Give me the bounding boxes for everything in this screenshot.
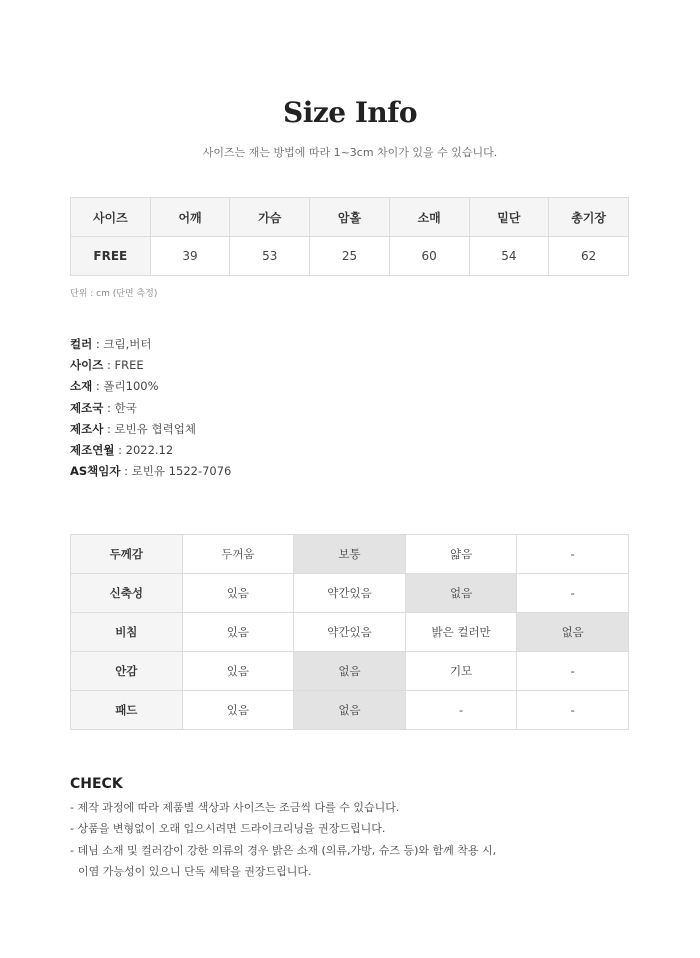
feel-row-sheerness	[71, 613, 629, 652]
product-info-row	[70, 461, 231, 482]
feel-option-cell: -	[517, 691, 629, 730]
unit-note: 단위 : cm (단면 측정)	[70, 289, 158, 299]
feel-row-pad	[71, 691, 629, 730]
feel-row-label: 패드	[71, 691, 183, 730]
info-label: AS책임자	[70, 464, 121, 479]
feel-row-stretch	[71, 574, 629, 613]
feel-row-label: 비침	[71, 613, 183, 652]
product-info-list	[70, 334, 231, 482]
feel-option-cell: -	[517, 535, 629, 574]
check-note: 이염 가능성이 있으니 단독 세탁을 권장드립니다.	[78, 865, 312, 879]
feel-option-selected: 없음	[294, 652, 406, 691]
size-header-cell: 총기장	[549, 198, 629, 237]
feel-row-thickness	[71, 535, 629, 574]
info-value: : 2022.12	[114, 442, 174, 457]
size-disclaimer: 사이즈는 재는 방법에 따라 1~3cm 차이가 있을 수 있습니다.	[202, 146, 498, 159]
feel-row-lining	[71, 652, 629, 691]
feel-option-selected: 없음	[405, 574, 517, 613]
info-value: : 로빈유 1522-7076	[120, 464, 232, 479]
feel-option-selected: 없음	[294, 691, 406, 730]
info-label: 제조사	[70, 421, 104, 436]
feel-option-cell: 기모	[405, 652, 517, 691]
check-note: - 제작 과정에 따라 제품별 색상과 사이즈는 조금씩 다를 수 있습니다.	[70, 801, 400, 814]
info-label: 소재	[70, 379, 93, 394]
size-table-header-row	[71, 198, 629, 237]
info-value: : 크림,버터	[92, 337, 152, 351]
size-value-cell: 53	[230, 237, 310, 276]
product-info-row	[70, 398, 231, 419]
feel-row-label: 안감	[71, 652, 183, 691]
feel-option-selected: 보통	[294, 535, 406, 574]
feel-option-cell: 있음	[182, 613, 294, 652]
product-info-row	[70, 440, 231, 461]
product-info-row	[70, 419, 231, 440]
size-value-cell: 62	[549, 237, 629, 276]
feel-option-cell: 있음	[182, 652, 294, 691]
feel-option-cell: 약간있음	[294, 613, 406, 652]
size-name-cell: FREE	[71, 237, 151, 276]
size-value-cell: 54	[469, 237, 549, 276]
product-info-row	[70, 355, 231, 376]
feel-option-cell: 얇음	[405, 535, 517, 574]
info-value: : 폴리100%	[92, 379, 159, 394]
size-header-cell: 암홀	[310, 198, 390, 237]
info-value: : 한국	[103, 400, 137, 415]
size-header-cell: 밑단	[469, 198, 549, 237]
feel-option-cell: 있음	[182, 574, 294, 613]
size-table-row	[71, 237, 629, 276]
feel-option-cell: 있음	[182, 691, 294, 730]
size-value-cell: 25	[310, 237, 390, 276]
size-header-cell: 소매	[389, 198, 469, 237]
info-value: : 로빈유 협력업체	[103, 421, 196, 436]
check-note: - 상품을 변형없이 오래 입으시려면 드라이크리닝을 권장드립니다.	[70, 822, 386, 836]
size-value-cell: 60	[389, 237, 469, 276]
feel-option-cell: -	[517, 652, 629, 691]
check-heading: CHECK	[70, 776, 123, 792]
feel-row-label: 신축성	[71, 574, 183, 613]
feel-option-cell: 밝은 컬러만	[405, 613, 517, 652]
size-table	[70, 197, 629, 276]
check-notes	[70, 797, 496, 883]
feel-option-cell: -	[517, 574, 629, 613]
product-info-row	[70, 376, 231, 397]
feel-option-cell: -	[405, 691, 517, 730]
size-header-cell: 어깨	[150, 198, 230, 237]
product-info-row	[70, 334, 231, 355]
feel-option-cell: 약간있음	[294, 574, 406, 613]
info-label: 제조연월	[70, 442, 115, 457]
size-value-cell: 39	[150, 237, 230, 276]
page-title: Size Info	[283, 96, 417, 129]
size-header-cell: 가슴	[230, 198, 310, 237]
feel-row-label: 두께감	[71, 535, 183, 574]
feel-option-cell: 두꺼움	[182, 535, 294, 574]
feel-option-selected: 없음	[517, 613, 629, 652]
size-header-cell: 사이즈	[71, 198, 151, 237]
check-note: - 데님 소재 및 컬러감이 강한 의류의 경우 밝은 소재 (의류,가방, 슈즈 등)와 함께 착용 시,	[70, 843, 497, 857]
info-label: 사이즈	[70, 358, 104, 373]
info-label: 컬러	[70, 337, 93, 351]
info-label: 제조국	[70, 400, 104, 415]
fabric-feel-table	[70, 534, 629, 730]
info-value: : FREE	[103, 358, 144, 373]
